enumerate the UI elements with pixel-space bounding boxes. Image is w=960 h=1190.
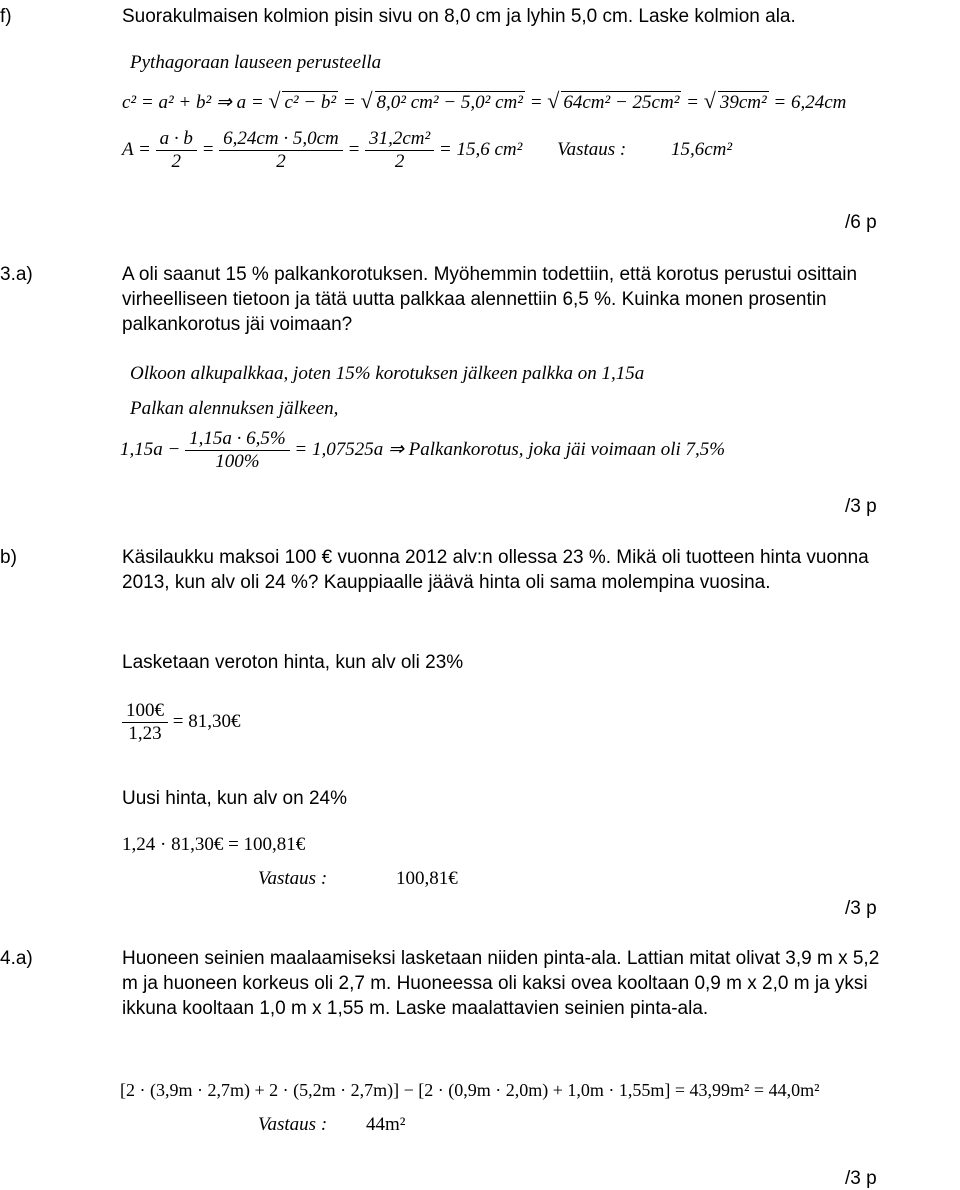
eq1-eq3: = [686, 92, 699, 113]
f-equation-2: A = $\frac{a \cdot b}{2}$ = $\frac{6,24cm \cdot 5,0cm}{2}$ = $\frac{\text{31,2cm²}}{2}$ = 15,6 cm² Vastaus : 15,6cm² [122, 128, 733, 172]
q3b-fraction [122, 700, 240, 745]
eq2-lhs: A = [122, 138, 151, 160]
q3b-calc: 1,24 · 81,30€ = 100,81€ [122, 834, 306, 855]
q3a-line2: Palkan alennuksen jälkeen, [130, 398, 339, 419]
eq2-answer: 15,6cm² [671, 138, 733, 160]
eq2-frac1: $\frac{a \cdot b}{2}$ [156, 128, 197, 173]
q3b-frac-result: = 81,30€ [172, 710, 241, 732]
question-3a-text: A oli saanut 15 % palkankorotuksen. Myöhemmin todettiin, että korotus perustui osittain virheelliseen tietoon ja tätä uutta palkkaa alennettiin 6,5 %. Kuinka monen prosentin palkankorotus jäi voimaan? [122, 264, 858, 335]
points-3b: /3 p [845, 898, 877, 919]
question-4a-text: Huoneen seinien maalaamiseksi lasketaan niiden pinta-ala. Lattian mitat olivat 3,9 m x 5,2 m ja huoneen korkeus oli 2,7 m. Huoneessa oli kaksi ovea kooltaan 0,9 m x 2,0 m ja yksi ikkuna kooltaan 1,0 m x 1,55 m. Laske maalattavien seinien pinta-ala. [122, 948, 880, 1019]
question-f-text: Suorakulmaisen kolmion pisin sivu on 8,0 cm ja lyhin 5,0 cm. Laske kolmion ala. [122, 6, 796, 27]
f-equation-1: c² = a² + b² ⇒ a = √ c² − b² = √ 8,0² cm² − 5,0² cm² = √ 64cm² − 25cm² = √ 39cm² = 6,24cm [122, 88, 847, 113]
q3b-answer: 100,81€ [396, 868, 458, 889]
eq2-frac2: $\frac{6,24cm \cdot 5,0cm}{2}$ [219, 128, 343, 173]
points-3a: /3 p [845, 496, 877, 517]
eq1-root1: c² − b² [284, 92, 337, 113]
label-3a: 3.a) [0, 264, 33, 285]
eq2-vastaus: Vastaus : [557, 138, 627, 160]
q3a-line1: Olkoon alkupalkkaa, joten 15% korotuksen jälkeen palkka on 1,15a [130, 363, 645, 384]
label-4a: 4.a) [0, 948, 33, 969]
eq1-result: = 6,24cm [773, 92, 847, 113]
label-3b: b) [0, 547, 17, 568]
eq1-lhs: c² = a² + b² ⇒ a = [122, 92, 264, 113]
q4a-vastaus: Vastaus : [258, 1114, 328, 1135]
q3b-step1: Lasketaan veroton hinta, kun alv oli 23% [122, 652, 464, 673]
eq2-result: = 15,6 cm² [438, 138, 523, 160]
eq1-root4: 39cm² [719, 92, 767, 113]
eq1-root3: 64cm² − 25cm² [563, 92, 680, 113]
q3a-calc-lhs: 1,15a − [120, 438, 181, 460]
points-f: /6 p [845, 212, 877, 233]
f-intro: Pythagoraan lauseen perusteella [130, 52, 382, 73]
q4a-calc: [2 · (3,9m · 2,7m) + 2 · (5,2m · 2,7m)] − [2 · (0,9m · 2,0m) + 1,0m · 1,55m] = 43,99m² = 44,0m² [120, 1080, 820, 1100]
points-4a: /3 p [845, 1168, 877, 1189]
q3b-frac: $\frac{100€}{1,23}$ [122, 700, 168, 745]
eq2-frac3: $\frac{\text{31,2cm²}}{2}$ [365, 128, 434, 173]
eq1-eq: = [342, 92, 356, 113]
q3b-vastaus: Vastaus : [258, 868, 328, 889]
label-f: f) [0, 6, 12, 27]
eq1-eq2: = [529, 92, 543, 113]
q4a-answer: 44m² [366, 1114, 406, 1135]
question-3b-text: Käsilaukku maksoi 100 € vuonna 2012 alv:n ollessa 23 %. Mikä oli tuotteen hinta vuonna 2013, kun alv oli 24 %? Kauppiaalle jäävä hinta oli sama molempina vuosina. [122, 547, 869, 593]
q3a-calc-result: = 1,07525a ⇒ Palkankorotus, joka jäi voimaan oli 7,5% [294, 438, 726, 460]
q3a-calc [120, 428, 725, 473]
q3b-step2: Uusi hinta, kun alv on 24% [122, 788, 347, 809]
q3a-calc-frac: $\frac{1,15a \cdot 6,5\%}{100\%}$ [185, 428, 290, 473]
eq1-root2: 8,0² cm² − 5,0² cm² [376, 92, 523, 113]
